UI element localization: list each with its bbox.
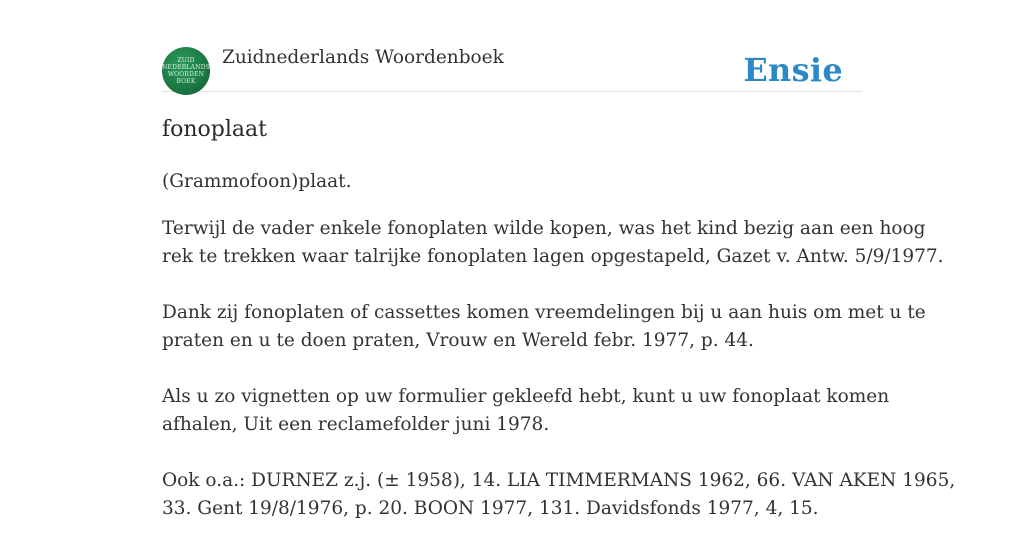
- example-line: Dank zij fonoplaten of cassettes komen vreemdelingen bij u aan huis om met u te: [162, 302, 926, 323]
- dictionary-title-link[interactable]: Zuidnederlands Woordenboek: [222, 47, 504, 68]
- dictionary-logo-icon[interactable]: [162, 47, 210, 95]
- logo-text-line-2: NEDERLANDS: [162, 64, 210, 71]
- ensie-brand-link[interactable]: Ensie: [743, 51, 843, 89]
- example-line: Terwijl de vader enkele fonoplaten wilde kopen, was het kind bezig aan een hoog: [162, 218, 926, 239]
- entry-definition: (Grammofoon)plaat.: [162, 171, 352, 192]
- example-line: Als u zo vignetten op uw formulier gekleefd hebt, kunt u uw fonoplaat komen: [162, 386, 890, 407]
- entry-examples: [162, 215, 956, 551]
- example-line: 33. Gent 19/8/1976, p. 20. BOON 1977, 131. Davidsfonds 1977, 4, 15.: [162, 498, 819, 519]
- logo-text-line-1: ZUID: [177, 57, 195, 64]
- site-header: [162, 0, 862, 92]
- example-line: Ook o.a.: DURNEZ z.j. (± 1958), 14. LIA TIMMERMANS 1962, 66. VAN AKEN 1965,: [162, 470, 956, 491]
- example-quote: [162, 383, 890, 439]
- example-quote: [162, 299, 926, 355]
- page: [162, 0, 956, 519]
- example-line: afhalen, Uit een reclamefolder juni 1978.: [162, 414, 550, 435]
- logo-text-line-3: WOORDEN: [167, 71, 205, 78]
- example-line: rek te trekken waar talrijke fonoplaten lagen opgestapeld, Gazet v. Antw. 5/9/1977.: [162, 246, 944, 267]
- example-line: praten en u te doen praten, Vrouw en Wereld febr. 1977, p. 44.: [162, 330, 754, 351]
- example-quote: [162, 215, 944, 271]
- logo-text-line-4: BOEK: [176, 78, 196, 85]
- entry-title: fonoplaat: [162, 117, 267, 142]
- example-quote: [162, 467, 956, 523]
